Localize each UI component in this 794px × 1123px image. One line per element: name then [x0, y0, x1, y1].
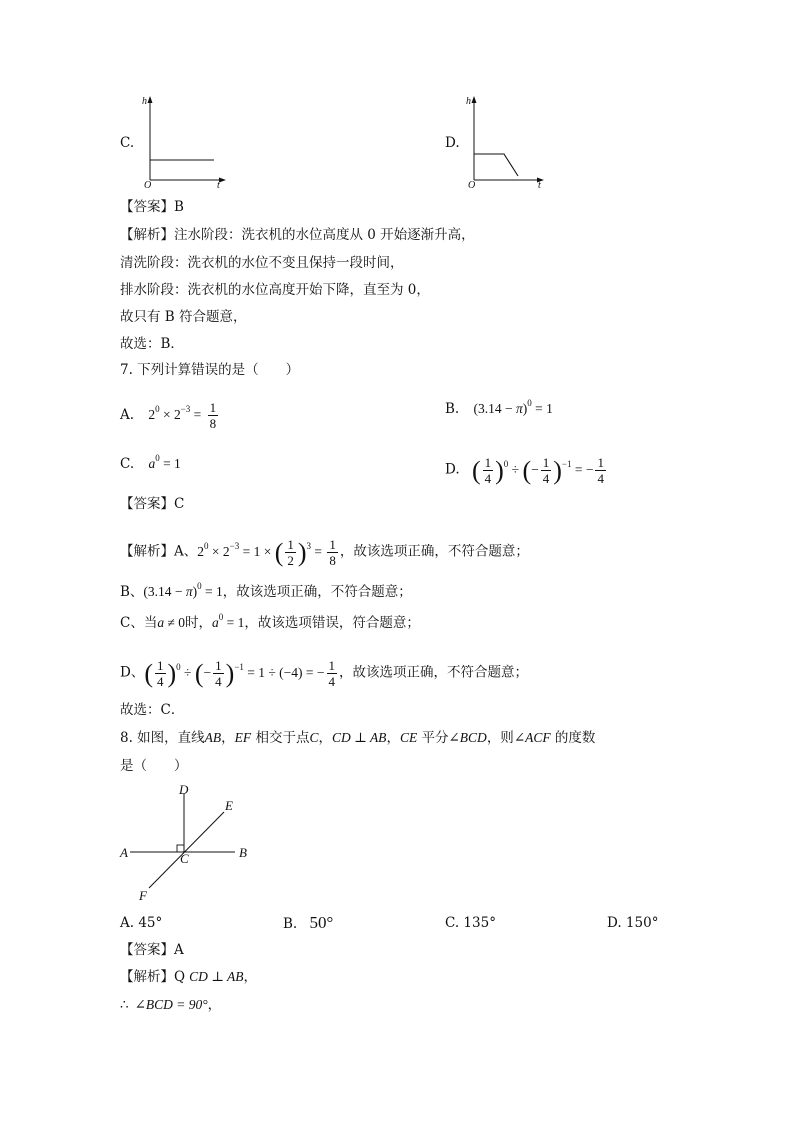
q6-answer: 【答案】B [120, 199, 184, 215]
q8-option-d: D. 150° [607, 915, 659, 931]
q8-option-a: A. 45° [120, 915, 163, 931]
q8-analysis-1-prefix: 【解析】Q [120, 969, 186, 985]
q8-analysis-line-2 [120, 996, 221, 1014]
q8-stem-bisect: 平分 [417, 730, 449, 746]
q8-option-c: C. 135° [445, 915, 496, 931]
q8-option-b-label: B. [283, 916, 298, 932]
q7-option-a-label: A. [120, 407, 135, 423]
q8-analysis-line-1 [120, 968, 257, 986]
q8-analysis-2-prefix: ∴ [120, 997, 129, 1013]
q8-fig-label-f: F [139, 888, 147, 903]
q7-analysis-c-prefix: C、当 [120, 615, 158, 631]
q7-analysis-c-mid: 时， [185, 615, 213, 631]
q7-analysis-d-prefix: D、 [120, 664, 145, 681]
q6-analysis-line-3: 排水阶段：洗衣机的水位高度开始下降，直至为 0， [120, 282, 430, 298]
q8-stem-sep3: ， [386, 730, 400, 746]
q6-conclusion: 故选：B． [120, 336, 184, 352]
q7-analysis-a: 【解析】A、$2^0 \times 2^{-3} = 1$ × ( $\frac{1}{2}$ )$^3$ = $\frac{1}{8}$ ，故该选项正确，不符合题意； [120, 537, 529, 568]
q8-stem-c: C [309, 730, 319, 745]
q7-analysis-d-suffix: ，故该选项正确，不符合题意； [339, 664, 528, 681]
q7-option-c-label: C. [120, 456, 135, 472]
q7-option-b: B. $(3.14 - \pi)^0 = 1$ [445, 398, 553, 417]
q8-stem-end: 的度数 [550, 730, 596, 746]
q8-analysis-2-suffix: ， [207, 997, 222, 1013]
q7-answer: 【答案】C [120, 496, 185, 512]
q8-stem-text: 8. 如图，直线 [120, 730, 205, 746]
q8-fig-label-c: C [180, 851, 189, 866]
q8-analysis-2-math: ∠BCD = 90° [134, 997, 208, 1012]
q8-stem-sep2: ， [318, 730, 332, 746]
q7-option-d-label: D. [445, 461, 460, 478]
q8-option-b-value: 50° [309, 913, 334, 932]
q8-answer: 【答案】A [120, 942, 184, 958]
q8-stem-bcd: ∠BCD [448, 730, 487, 745]
q8-stem-cd: CD ⊥ AB [331, 730, 387, 745]
q6-analysis-line-2: 清洗阶段：洗衣机的水位不变且保持一段时间， [120, 255, 404, 271]
q6-c-axis-h: h [142, 96, 147, 107]
q6-graph-d [462, 92, 558, 188]
q8-fig-label-b: B [239, 845, 247, 860]
q7-stem: 7. 下列计算错误的是（ ） [120, 362, 300, 378]
q7-analysis-c-suffix: ，故该选项错误，符合题意； [244, 615, 420, 631]
q8-stem-mid: 相交于点 [251, 730, 310, 746]
q8-figure [112, 780, 262, 910]
q7-analysis-b-prefix: B、 [120, 584, 144, 600]
q8-analysis-1-suffix: ， [243, 969, 258, 985]
q8-stem-ab: AB [204, 730, 222, 745]
q7-option-c: C. $a^0 = 1$ [120, 453, 181, 472]
q6-analysis-line-1: 【解析】注水阶段：洗衣机的水位高度从 0 开始逐渐升高， [120, 227, 475, 243]
q6-analysis-line-4: 故只有 B 符合题意， [120, 309, 247, 325]
q7-analysis-d: D、( $\frac{1}{4}$ )$^0$ ÷ (− $\frac{1}{4}$ )$^{-1}$ = 1 ÷ (−4) = − $\frac{1}{4}$ ，故该选项正确，不符合题意； [120, 658, 528, 689]
q7-conclusion: 故选：C． [120, 702, 185, 718]
q8-stem-line-2: 是（ ） [120, 758, 188, 774]
q6-d-axis-o: O [468, 180, 476, 188]
q7-analysis-a-prefix: 【解析】A、 [120, 543, 198, 560]
q7-analysis-c: C、当a ≠ 0时，$a^0 = 1$，故该选项错误，符合题意； [120, 612, 420, 631]
q8-stem-ef: EF [234, 730, 252, 745]
q8-fig-label-d: D [179, 782, 189, 797]
q7-analysis-a-suffix: ，故该选项正确，不符合题意； [339, 543, 529, 560]
q7-analysis-b: B、$(3.14 - \pi)^0 = 1$，故该选项正确，不符合题意； [120, 581, 412, 600]
q6-option-c-label: C. [120, 135, 135, 151]
q8-fig-label-e: E [225, 798, 233, 813]
q6-d-axis-h: h [466, 96, 471, 107]
q6-c-axis-t: t [217, 180, 220, 188]
q8-stem-then: ，则 [486, 730, 514, 746]
q8-analysis-1-math: CD ⊥ AB [189, 969, 244, 984]
q7-option-a: A. $2^0 \times 2^{-3}$ = $\frac{1}{8}$ [120, 400, 217, 431]
q8-stem-ce: CE [399, 730, 418, 745]
q8-fig-label-a: A [120, 845, 128, 860]
q6-c-axis-o: O [144, 180, 152, 188]
q6-option-d-label: D. [445, 135, 460, 151]
q7-option-b-label: B. [445, 401, 460, 417]
q8-stem-acf: ∠ACF [513, 730, 551, 745]
q6-graph-c [138, 92, 234, 188]
q8-option-b [283, 914, 333, 933]
q6-d-axis-t: t [538, 180, 541, 188]
q8-stem-sep: ， [221, 730, 235, 746]
q8-stem-line-1 [120, 729, 595, 747]
q7-analysis-b-suffix: ，故该选项正确，不符合题意； [222, 584, 412, 600]
q7-option-d: D. ( $\frac{1}{4}$ )$^0$ ÷ (− $\frac{1}{4}$ )$^{-1}$ = − $\frac{1}{4}$ [445, 455, 604, 486]
